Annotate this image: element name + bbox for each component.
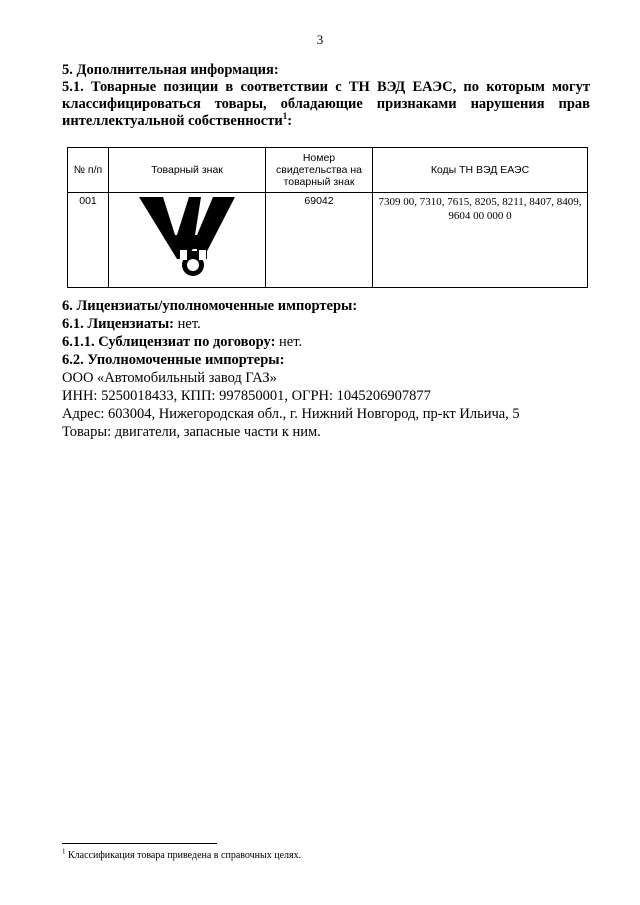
- footnote: [62, 847, 302, 861]
- table-row: [68, 193, 588, 288]
- importer-address: Адрес: 603004, Нижегородская обл., г. Нижний Новгород, пр-кт Ильича, 5: [62, 406, 520, 422]
- footnote-ref: 1: [282, 111, 288, 122]
- section-5-heading: 5. Дополнительная информация:: [62, 62, 279, 78]
- footnote-divider: [62, 843, 217, 844]
- header-num: № п/п: [68, 148, 109, 193]
- section-5-1-heading: [62, 79, 590, 130]
- page-number: 3: [316, 32, 324, 47]
- ip-table: [67, 147, 588, 288]
- sublicensee-label: 6.1.1. Сублицензиат по договору:: [62, 334, 276, 350]
- table-header-row: [68, 148, 588, 193]
- row-codes: 7309 00, 7310, 7615, 8205, 8211, 8407, 8409, 9604 00 000 0: [373, 193, 588, 288]
- importers-heading: [62, 351, 590, 369]
- importers-label: 6.2. Уполномоченные импортеры:: [62, 352, 285, 368]
- sublicensee-value: нет.: [275, 334, 303, 350]
- licensees-value: нет.: [174, 316, 201, 332]
- header-codes: Коды ТН ВЭД ЕАЭС: [373, 148, 588, 193]
- footnote-text: Классификация товара приведена в справочных целях.: [65, 850, 302, 861]
- importer-name: ООО «Автомобильный завод ГАЗ»: [62, 370, 277, 386]
- section-5-1-text: 5.1. Товарные позиции в соответствии с ТН ВЭД ЕАЭС, по которым могут классифицироваться товары, обладающие признаками нарушения прав интеллектуальной собственности: [62, 79, 590, 129]
- licensees-line: [62, 315, 590, 333]
- row-certificate: 69042: [266, 193, 373, 288]
- header-trademark: Товарный знак: [109, 148, 266, 193]
- section-6-heading: 6. Лицензиаты/уполномоченные импортеры:: [62, 298, 358, 314]
- sublicensee-line: [62, 333, 590, 351]
- section-5-1-colon: :: [287, 113, 293, 129]
- footnote-number: 1: [62, 847, 66, 856]
- row-trademark: [109, 193, 266, 288]
- importer-goods: Товары: двигатели, запасные части к ним.: [62, 424, 321, 440]
- importer-ids: ИНН: 5250018433, КПП: 997850001, ОГРН: 1045206907877: [62, 388, 431, 404]
- section-6: [62, 298, 590, 441]
- section-5: [62, 62, 590, 130]
- header-certificate: Номер свидетельства на товарный знак: [266, 148, 373, 193]
- licensees-label: 6.1. Лицензиаты:: [62, 316, 175, 332]
- row-num: 001: [68, 193, 109, 288]
- gaz-deer-logo-icon: [137, 195, 237, 281]
